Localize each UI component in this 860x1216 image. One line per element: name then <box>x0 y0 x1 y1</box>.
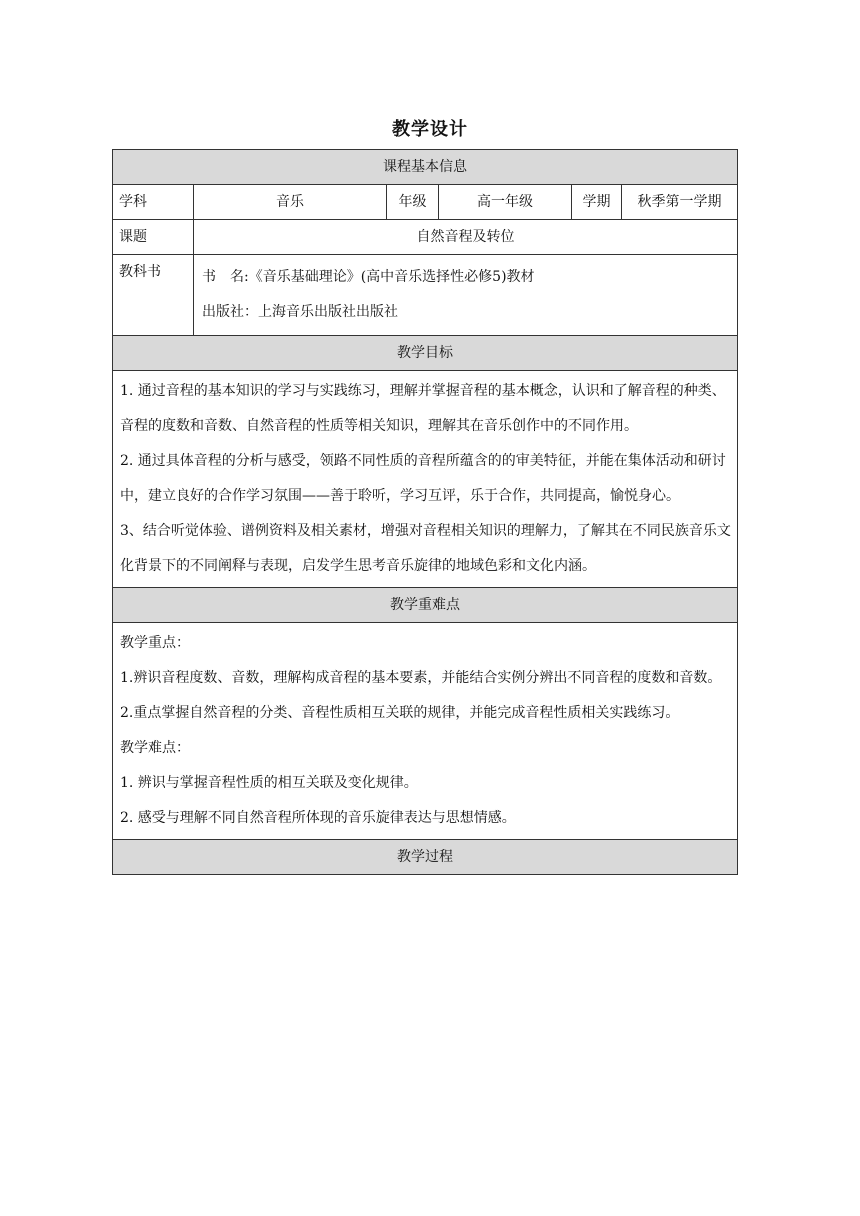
subject-label: 学科 <box>113 185 194 220</box>
objective-item: 1. 通过音程的基本知识的学习与实践练习，理解并掌握音程的基本概念，认识和了解音程的种类、音程的度数和音数、自然音程的性质等相关知识，理解其在音乐创作中的不同作用。 <box>120 383 726 434</box>
grade-label: 年级 <box>387 185 439 220</box>
textbook-name: 书 名:《音乐基础理论》(高中音乐选择性必修5)教材 <box>202 269 535 285</box>
grade-value: 高一年级 <box>439 185 572 220</box>
focus-heading: 教学重点： <box>120 635 190 651</box>
key-points-content <box>113 623 738 840</box>
textbook-info <box>194 255 738 336</box>
objective-item: 3、结合听觉体验、谱例资料及相关素材，增强对音程相关知识的理解力，了解其在不同民族音乐文化背景下的不同阐释与表现，启发学生思考音乐旋律的地域色彩和文化内涵。 <box>120 523 731 574</box>
subject-value: 音乐 <box>194 185 387 220</box>
section-header-process: 教学过程 <box>113 840 738 875</box>
difficulty-item: 1. 辨识与掌握音程性质的相互关联及变化规律。 <box>120 775 418 791</box>
difficulty-item: 2. 感受与理解不同自然音程所体现的音乐旋律表达与思想情感。 <box>120 810 516 826</box>
topic-value: 自然音程及转位 <box>194 220 738 255</box>
textbook-label: 教科书 <box>113 255 194 336</box>
term-label: 学期 <box>572 185 622 220</box>
section-header-objectives: 教学目标 <box>113 336 738 371</box>
lesson-plan-table <box>112 149 738 875</box>
objective-item: 2. 通过具体音程的分析与感受，领路不同性质的音程所蕴含的的审美特征，并能在集体活动和研讨中，建立良好的合作学习氛围——善于聆听，学习互评，乐于合作，共同提高，愉悦身心。 <box>120 453 726 504</box>
section-header-key-points: 教学重难点 <box>113 588 738 623</box>
section-header-basic-info: 课程基本信息 <box>113 150 738 185</box>
document-title: 教学设计 <box>392 119 468 140</box>
focus-item: 1.辨识音程度数、音数，理解构成音程的基本要素，并能结合实例分辨出不同音程的度数和音数。 <box>120 670 722 686</box>
focus-item: 2.重点掌握自然音程的分类、音程性质相互关联的规律，并能完成音程性质相关实践练习。 <box>120 705 680 721</box>
difficulty-heading: 教学难点： <box>120 740 190 756</box>
textbook-publisher: 出版社：上海音乐出版社出版社 <box>202 304 398 320</box>
objectives-content <box>113 371 738 588</box>
term-value: 秋季第一学期 <box>622 185 738 220</box>
topic-label: 课题 <box>113 220 194 255</box>
